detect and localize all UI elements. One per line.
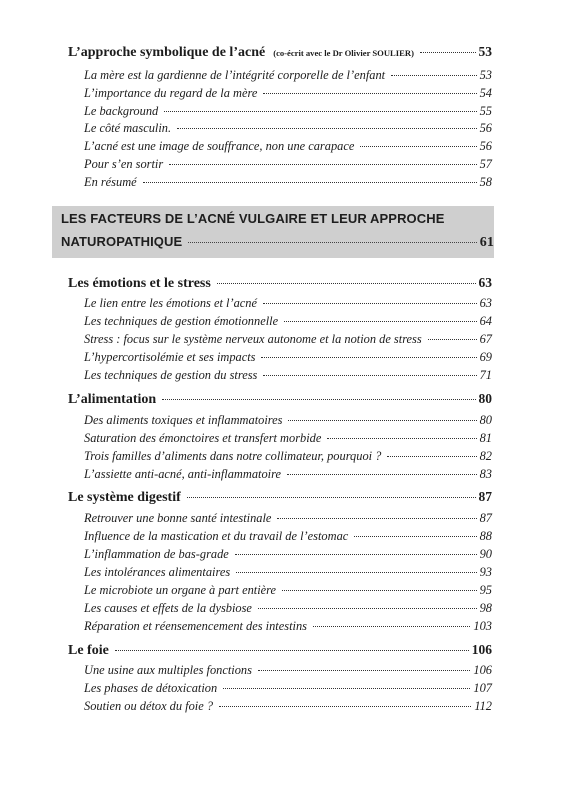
toc-entry-title: Soutien ou détox du foie ?	[84, 699, 214, 713]
toc-page-number: 53	[478, 44, 492, 59]
dot-leader	[169, 164, 476, 165]
toc-chapter-title: Le système digestif	[68, 490, 181, 505]
toc-entry	[84, 619, 492, 634]
toc-entry-title: En résumé	[84, 175, 137, 189]
dot-leader	[263, 303, 477, 304]
toc-entry	[84, 681, 492, 696]
toc-page-number: 71	[479, 368, 492, 382]
dot-leader	[258, 670, 470, 671]
toc-page-number: 88	[479, 529, 492, 543]
toc-entry-title: La mère est la gardienne de l’intégrité corporelle de l’enfant	[84, 68, 386, 82]
toc-entry	[84, 547, 492, 562]
toc-page-number: 107	[473, 681, 492, 695]
toc-page-number: 106	[471, 642, 492, 657]
toc-entry	[84, 368, 492, 383]
toc-entry-title: Le côté masculin.	[84, 121, 172, 135]
toc-entry	[84, 583, 492, 598]
toc-chapter-title: Les émotions et le stress	[68, 276, 211, 291]
toc-page-number: 63	[478, 275, 492, 290]
toc-entry	[84, 332, 492, 347]
part-title-line-1: LES FACTEURS DE L’ACNÉ VULGAIRE ET LEUR APPROCHE	[61, 211, 445, 226]
toc-page-number: 54	[479, 86, 492, 100]
toc-section-title: L’approche symbolique de l’acné	[68, 45, 266, 60]
dot-leader	[164, 111, 476, 112]
toc-page-number: 83	[479, 467, 492, 481]
dot-leader	[354, 536, 476, 537]
toc-entry	[84, 699, 492, 714]
toc-entry	[84, 68, 492, 83]
toc-chapter-heading	[68, 489, 492, 506]
toc-page-number: 56	[479, 121, 492, 135]
dot-leader	[288, 420, 476, 421]
dot-leader	[420, 52, 476, 53]
toc-entry-title: Le background	[84, 104, 159, 118]
toc-entry-title: Les techniques de gestion émotionnelle	[84, 314, 279, 328]
toc-entry	[84, 601, 492, 616]
toc-page-number: 69	[479, 350, 492, 364]
toc-entry-title: Les causes et effets de la dysbiose	[84, 601, 252, 615]
toc-page-number: 103	[473, 619, 492, 633]
dot-leader	[391, 75, 477, 76]
toc-chapter-title: Le foie	[68, 643, 109, 658]
dot-leader	[258, 608, 477, 609]
toc-page-number: 82	[479, 449, 492, 463]
toc-entry-title: Des aliments toxiques et inflammatoires	[84, 413, 283, 427]
toc-entry	[84, 413, 492, 428]
toc-entry	[84, 663, 492, 678]
toc-entry-title: Le lien entre les émotions et l’acné	[84, 296, 257, 310]
toc-page-number: 53	[479, 68, 492, 82]
dot-leader	[313, 626, 470, 627]
toc-entry	[84, 157, 492, 172]
toc-entry	[84, 314, 492, 329]
toc-page-number: 57	[479, 157, 492, 171]
dot-leader	[217, 283, 476, 284]
toc-entry-title: Trois familles d’aliments dans notre collimateur, pourquoi ?	[84, 449, 382, 463]
toc-page-number: 81	[479, 431, 492, 445]
toc-entry	[84, 139, 492, 154]
toc-page-number: 63	[479, 296, 492, 310]
dot-leader	[235, 554, 477, 555]
dot-leader	[327, 438, 476, 439]
part-title-text: NATUROPATHIQUE	[61, 234, 183, 249]
dot-leader	[219, 706, 471, 707]
toc-section-note: (co-écrit avec le Dr Olivier SOULIER)	[273, 48, 414, 58]
toc-entry-title: Réparation et réensemencement des intestins	[84, 619, 307, 633]
dot-leader	[287, 474, 477, 475]
toc-entry	[84, 511, 492, 526]
toc-page-number: 80	[479, 413, 492, 427]
toc-page-number: 98	[479, 601, 492, 615]
dot-leader	[263, 375, 476, 376]
toc-entry-title: L’acné est une image de souffrance, non une carapace	[84, 139, 355, 153]
toc-entry-title: Influence de la mastication et du travail de l’estomac	[84, 529, 349, 543]
dot-leader	[263, 93, 476, 94]
toc-entry	[84, 449, 492, 464]
dot-leader	[284, 321, 477, 322]
dot-leader	[188, 242, 477, 243]
toc-section-heading	[68, 44, 492, 61]
toc-page-number: 80	[478, 391, 492, 406]
dot-leader	[428, 339, 477, 340]
toc-entry	[84, 104, 492, 119]
part-title-line-2	[61, 234, 494, 251]
toc-entry	[84, 121, 492, 136]
toc-entry-title: Pour s’en sortir	[84, 157, 164, 171]
toc-entry	[84, 86, 492, 101]
dot-leader	[115, 650, 469, 651]
dot-leader	[143, 182, 477, 183]
toc-entry	[84, 565, 492, 580]
toc-chapter-title: L’alimentation	[68, 392, 157, 407]
toc-entry-title: Les phases de détoxication	[84, 681, 218, 695]
dot-leader	[282, 590, 477, 591]
toc-entry-title: Stress : focus sur le système nerveux autonome et la notion de stress	[84, 332, 422, 346]
toc-entry-title: Les intolérances alimentaires	[84, 565, 231, 579]
toc-page-number: 87	[479, 511, 492, 525]
dot-leader	[387, 456, 476, 457]
dot-leader	[162, 399, 475, 400]
toc-entry-title: Saturation des émonctoires et transfert morbide	[84, 431, 322, 445]
toc-chapter-heading	[68, 275, 492, 292]
toc-entry	[84, 431, 492, 446]
dot-leader	[236, 572, 476, 573]
part-page-number: 61	[479, 235, 494, 250]
toc-page-number: 67	[479, 332, 492, 346]
dot-leader	[187, 497, 476, 498]
toc-page-number: 64	[479, 314, 492, 328]
toc-entry-title: L’importance du regard de la mère	[84, 86, 258, 100]
toc-page-number: 93	[479, 565, 492, 579]
toc-page-number: 112	[474, 699, 492, 713]
toc-entry-title: Le microbiote un organe à part entière	[84, 583, 277, 597]
toc-page-number: 95	[479, 583, 492, 597]
dot-leader	[223, 688, 470, 689]
toc-entry-title: L’inflammation de bas-grade	[84, 547, 229, 561]
toc-entry-title: L’hypercortisolémie et ses impacts	[84, 350, 256, 364]
dot-leader	[360, 146, 476, 147]
toc-entry-title: Les techniques de gestion du stress	[84, 368, 258, 382]
toc-page-number: 58	[479, 175, 492, 189]
toc-entry-title: Une usine aux multiples fonctions	[84, 663, 252, 677]
toc-page-number: 106	[473, 663, 492, 677]
toc-entry	[84, 350, 492, 365]
dot-leader	[261, 357, 476, 358]
toc-chapter-heading	[68, 391, 492, 408]
dot-leader	[177, 128, 477, 129]
toc-page-number: 55	[479, 104, 492, 118]
toc-entry	[84, 529, 492, 544]
toc-page-number: 90	[479, 547, 492, 561]
toc-entry-title: Retrouver une bonne santé intestinale	[84, 511, 272, 525]
toc-entry-title: L’assiette anti-acné, anti-inflammatoire	[84, 467, 281, 481]
toc-entry	[84, 175, 492, 190]
toc-page-number: 87	[478, 489, 492, 504]
toc-page-number: 56	[479, 139, 492, 153]
toc-entry	[84, 467, 492, 482]
dot-leader	[277, 518, 476, 519]
toc-entry	[84, 296, 492, 311]
toc-chapter-heading	[68, 642, 492, 659]
